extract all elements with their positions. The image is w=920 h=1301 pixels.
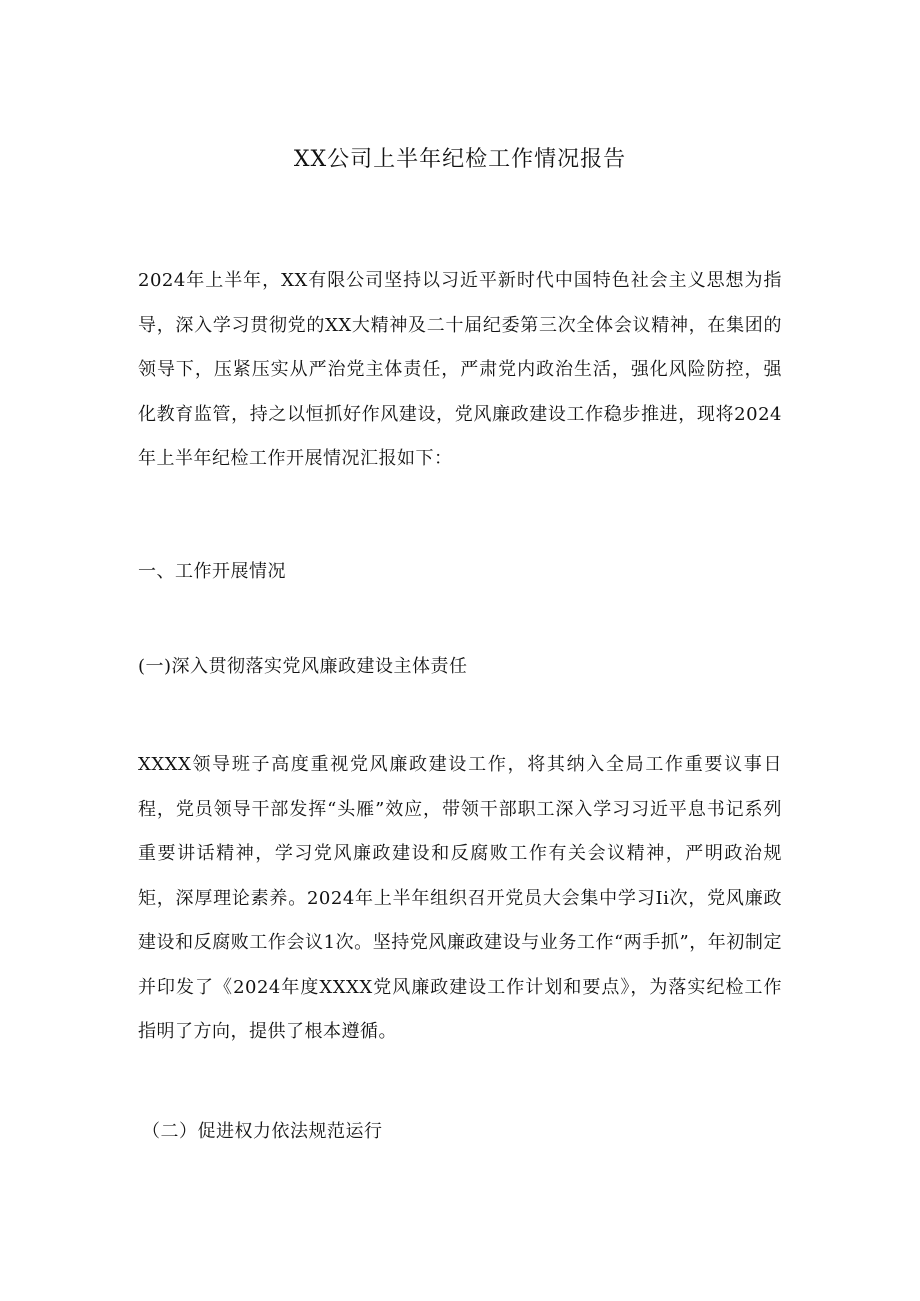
document-title: XX公司上半年纪检工作情况报告	[293, 147, 627, 172]
intro-paragraph: 2024年上半年，XX有限公司坚持以习近平新时代中国特色社会主义思想为指导，深入学习贯彻党的XX大精神及二十届纪委第三次全体会议精神，在集团的领导下，压紧压实从严治党主体责任，严肃党内政治生活，强化风险防控，强化教育监管，持之以恒抓好作风建设，党风廉政建设工作稳步推进，现将2024年上半年纪检工作开展情况汇报如下：	[138, 270, 782, 469]
subsection-heading-1: (一)深入贯彻落实党风廉政建设主体责任	[138, 656, 468, 677]
subsection-heading-2: （二）促进权力依法规范运行	[142, 1121, 383, 1142]
subsection-1-paragraph: XXXX领导班子高度重视党风廉政建设工作，将其纳入全局工作重要议事日程，党员领导干部发挥“头雁”效应，带领干部职工深入学习习近平息书记系列重要讲话精神，学习党风廉政建设和反腐败工作有关会议精神，严明政治规矩，深厚理论素养。2024年上半年组织召开党员大会集中学习Ii次，党风廉政建设和反腐败工作会议1次。坚持党风廉政建设与业务工作“两手抓”，年初制定并印发了《2024年度XXXX党风廉政建设工作计划和要点》，为落实纪检工作指明了方向，提供了根本遵循。	[138, 754, 782, 1042]
section-heading-work-progress: 一、工作开展情况	[138, 561, 286, 582]
